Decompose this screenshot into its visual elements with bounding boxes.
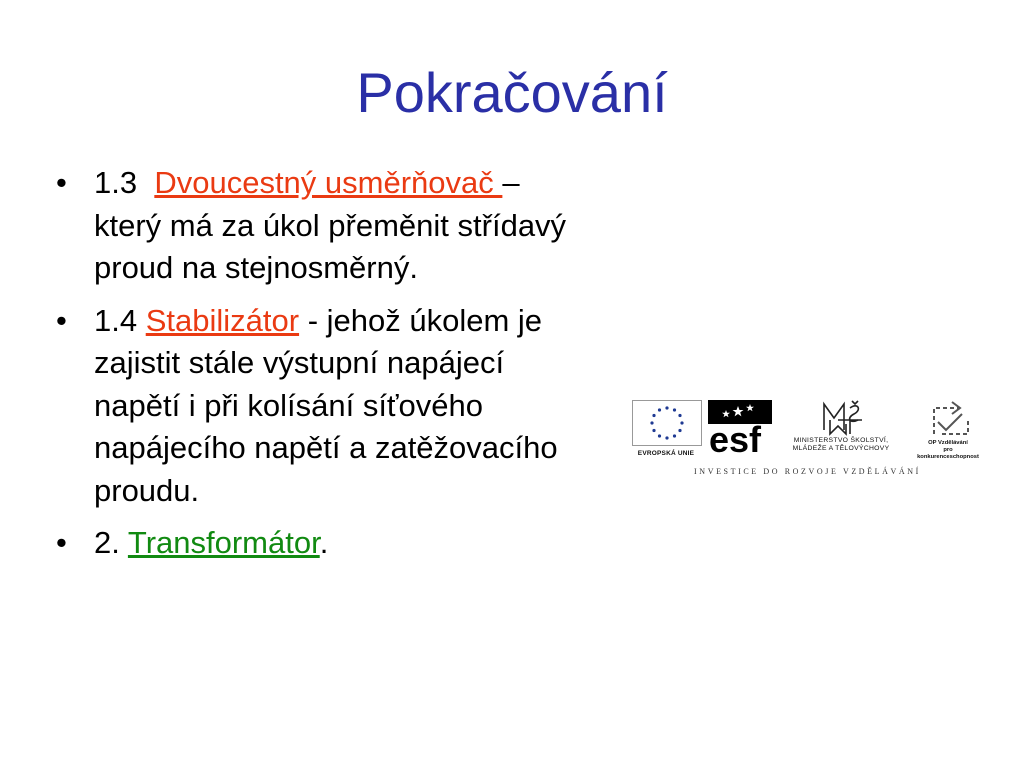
eu-star bbox=[652, 429, 655, 432]
bullet-text: – který má za úkol přeměnit střídavý proud na stejnosměrný. bbox=[94, 165, 567, 285]
bullet-marker: • bbox=[56, 165, 67, 200]
op-arrow-icon bbox=[912, 400, 984, 438]
esf-logo bbox=[708, 400, 772, 458]
eu-logo bbox=[630, 400, 702, 460]
link-transformer[interactable]: Transformátor bbox=[127, 525, 320, 560]
bullet-item-transformer bbox=[56, 522, 576, 565]
bullet-prefix: 1.4 bbox=[94, 302, 146, 338]
eu-star bbox=[658, 408, 661, 411]
eu-star bbox=[678, 414, 681, 417]
investment-tagline: INVESTICE DO ROZVOJE VZDĚLÁVÁNÍ bbox=[694, 467, 921, 476]
esf-wordmark: esf bbox=[709, 419, 762, 458]
msmt-logo bbox=[780, 400, 902, 460]
msmt-mark-icon bbox=[780, 400, 902, 436]
bullet-text: - jehož úkolem je zajistit stále výstupní napájecí napětí i při kolísání síťového napájecího napětí a zatěžovacího proudu. bbox=[94, 302, 558, 508]
eu-flag-icon bbox=[632, 400, 702, 446]
slide-title: Pokračování bbox=[356, 61, 668, 124]
eu-star bbox=[665, 406, 668, 409]
msmt-caption bbox=[780, 437, 902, 453]
bullet-text: . bbox=[319, 525, 329, 560]
op-caption-line1: OP Vzdělávání bbox=[928, 440, 968, 446]
eu-star bbox=[658, 434, 661, 437]
eu-star bbox=[680, 421, 683, 424]
eu-star bbox=[652, 414, 655, 417]
eu-star bbox=[678, 429, 681, 432]
op-caption bbox=[912, 440, 984, 461]
link-rectifier[interactable]: Dvoucestný usměrňovač bbox=[154, 165, 503, 200]
bullet-marker: • bbox=[56, 302, 67, 338]
eu-star bbox=[673, 408, 676, 411]
op-logo bbox=[912, 400, 984, 460]
sponsor-logo-strip bbox=[630, 396, 985, 482]
op-caption-line2: pro konkurenceschopnost bbox=[917, 447, 979, 460]
bullet-item-stabilizer bbox=[56, 300, 576, 513]
link-stabilizer[interactable]: Stabilizátor bbox=[145, 302, 300, 338]
bullet-prefix: 2. bbox=[94, 525, 128, 560]
bullet-marker: • bbox=[56, 525, 67, 560]
bullet-list bbox=[56, 162, 576, 575]
msmt-caption-line1: MINISTERSTVO ŠKOLSTVÍ, bbox=[793, 437, 889, 444]
eu-star bbox=[665, 436, 668, 439]
eu-star bbox=[673, 434, 676, 437]
eu-star bbox=[650, 421, 653, 424]
eu-caption: EVROPSKÁ UNIE bbox=[637, 450, 695, 457]
bullet-item-rectifier bbox=[56, 162, 576, 290]
bullet-prefix: 1.3 bbox=[94, 165, 155, 200]
msmt-caption-line2: MLÁDEŽE A TĚLOVÝCHOVY bbox=[792, 445, 890, 452]
